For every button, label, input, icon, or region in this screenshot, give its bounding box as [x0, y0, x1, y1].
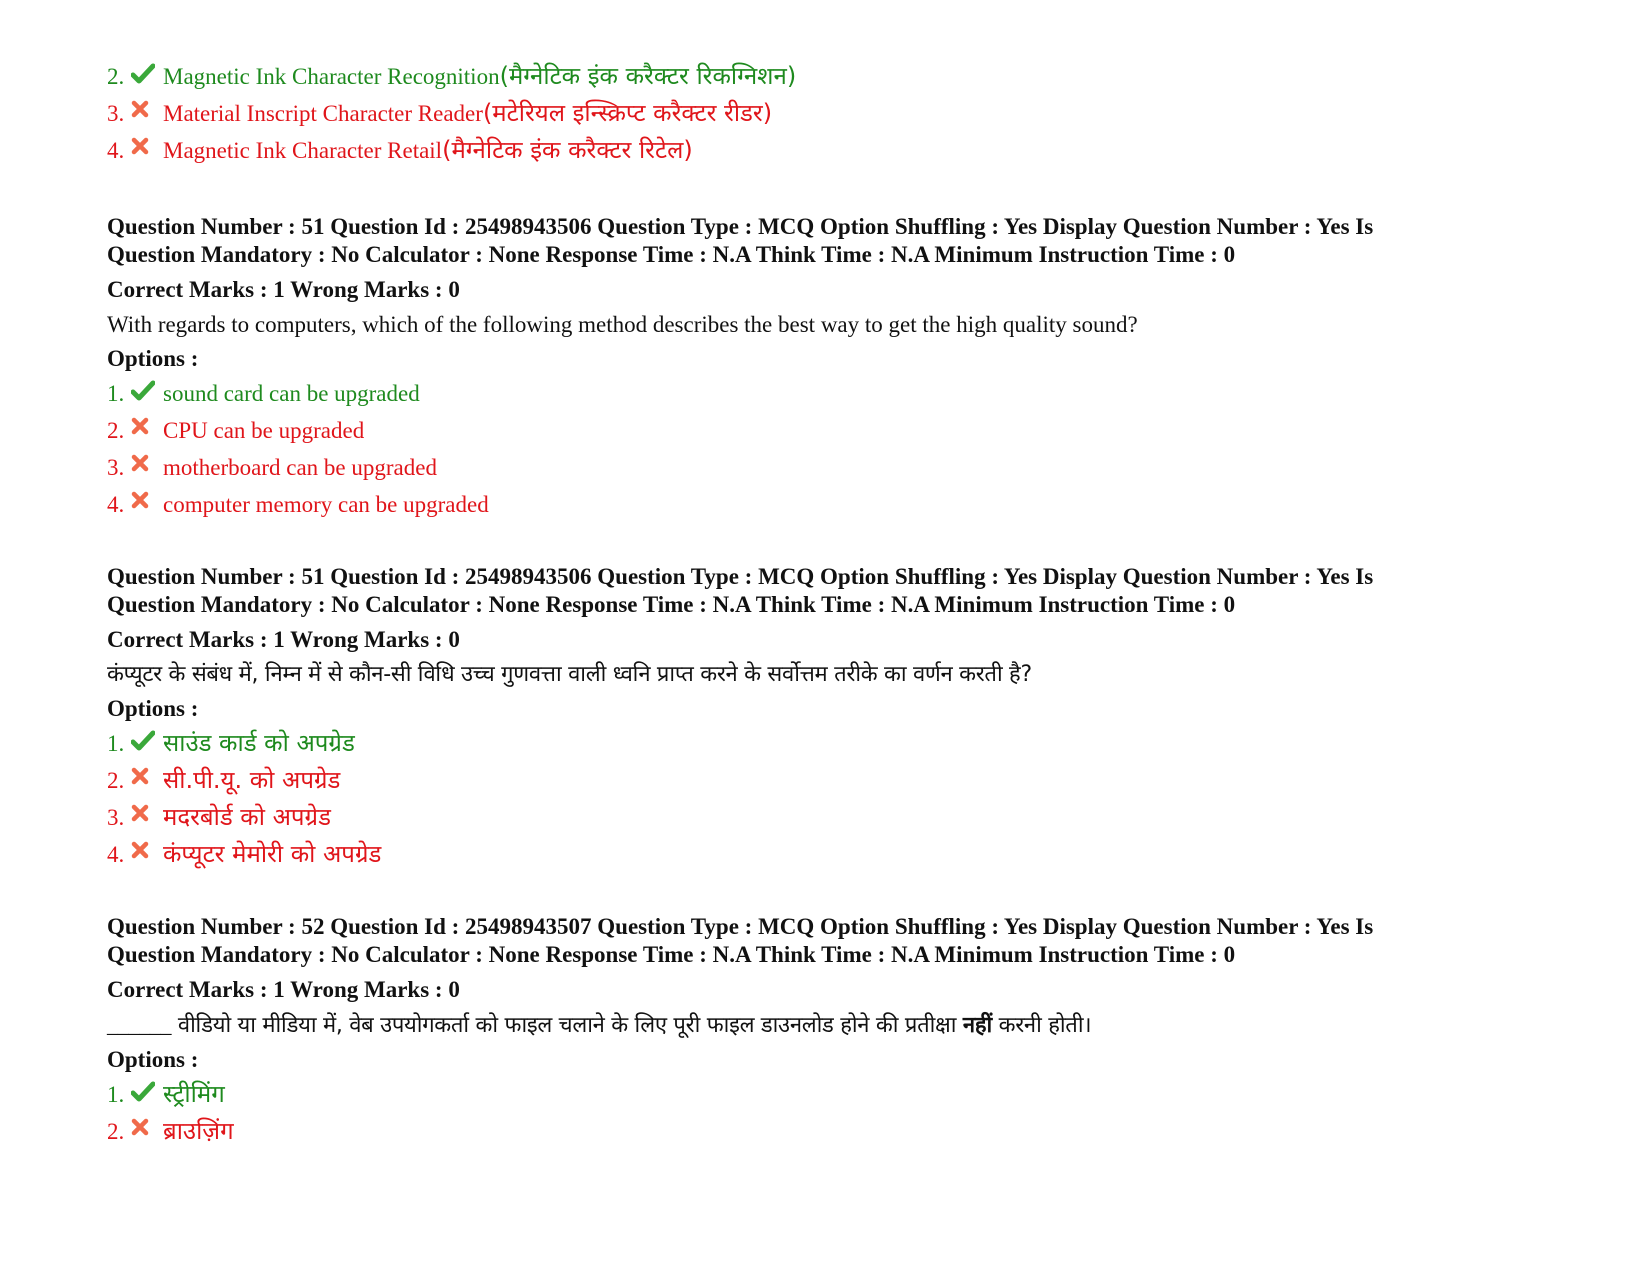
option-number: 4.	[107, 842, 125, 867]
question-text-part: करनी होती।	[991, 1013, 1092, 1038]
question-marks: Correct Marks : 1 Wrong Marks : 0	[107, 977, 460, 1002]
option-text: CPU can be upgraded	[163, 418, 365, 443]
option-row	[107, 449, 1547, 486]
option-text: sound card can be upgraded	[163, 381, 420, 406]
option-text: स्ट्रीमिंग	[163, 1080, 225, 1108]
options-label: Options :	[107, 1047, 199, 1072]
option-row	[107, 762, 1547, 799]
question-meta-line: Question Number : 51 Question Id : 25498943506 Question Type : MCQ Option Shuffling : Yes Display Question Number : Yes Is	[107, 214, 1374, 239]
option-number: 2.	[107, 418, 125, 443]
question-meta-line: Question Mandatory : No Calculator : None Response Time : N.A Think Time : N.A Minimum Instruction Time : 0	[107, 592, 1236, 617]
option-number: 3.	[107, 455, 125, 480]
cross-icon	[131, 493, 163, 517]
question-text: With regards to computers, which of the following method describes the best way to get the high quality sound?	[107, 312, 1138, 337]
question-text-part: वीडियो या मीडिया में, वेब उपयोगकर्ता को फाइल चलाने के लिए पूरी फाइल डाउनलोड होने की प्रतीक्षा	[171, 1013, 963, 1038]
question-meta-line: Question Number : 52 Question Id : 25498943507 Question Type : MCQ Option Shuffling : Yes Display Question Number : Yes Is	[107, 914, 1374, 939]
option-number: 1.	[107, 1082, 125, 1107]
question-meta	[107, 563, 1527, 619]
question-text	[107, 1007, 1547, 1044]
cross-icon	[131, 843, 163, 867]
option-text: कंप्यूटर मेमोरी को अपग्रेड	[163, 840, 382, 868]
options-label: Options :	[107, 346, 199, 371]
cross-icon	[131, 806, 163, 830]
option-text: सी.पी.यू. को अपग्रेड	[163, 766, 341, 794]
question-block	[107, 563, 1547, 873]
question-meta-line: Question Number : 51 Question Id : 25498943506 Question Type : MCQ Option Shuffling : Yes Display Question Number : Yes Is	[107, 564, 1374, 589]
question-marks: Correct Marks : 1 Wrong Marks : 0	[107, 277, 460, 302]
check-icon	[131, 732, 163, 756]
option-number: 4.	[107, 138, 125, 163]
question-meta-line: Question Mandatory : No Calculator : None Response Time : N.A Think Time : N.A Minimum Instruction Time : 0	[107, 942, 1236, 967]
option-text: मदरबोर्ड को अपग्रेड	[163, 803, 331, 831]
option-text-en: Material Inscript Character Reader	[163, 101, 483, 126]
option-row	[107, 836, 1547, 873]
option-text-hi: (मटेरियल इन्स्क्रिप्ट करैक्टर रीडर)	[482, 99, 773, 127]
question-meta	[107, 213, 1527, 269]
option-number: 1.	[107, 731, 125, 756]
option-number: 4.	[107, 492, 125, 517]
option-text-en: Magnetic Ink Character Retail	[163, 138, 443, 163]
option-row	[107, 375, 1547, 412]
option-number: 2.	[107, 768, 125, 793]
question-paper-page	[107, 58, 1547, 1150]
option-number: 2.	[107, 1119, 125, 1144]
check-icon	[131, 382, 163, 406]
cross-icon	[131, 1120, 163, 1144]
option-text-hi: (मैग्नेटिक इंक करैक्टर रिकग्निशन)	[499, 62, 797, 90]
option-text-en: Magnetic Ink Character Recognition	[163, 64, 500, 89]
option-number: 3.	[107, 101, 125, 126]
cross-icon	[131, 139, 163, 163]
option-row	[107, 412, 1547, 449]
question-meta	[107, 913, 1527, 969]
previous-question-options	[107, 58, 1547, 169]
option-row	[107, 1113, 1547, 1150]
question-marks: Correct Marks : 1 Wrong Marks : 0	[107, 627, 460, 652]
question-meta-line: Question Mandatory : No Calculator : None Response Time : N.A Think Time : N.A Minimum Instruction Time : 0	[107, 242, 1236, 267]
cross-icon	[131, 456, 163, 480]
option-row	[107, 132, 1547, 169]
fill-in-blank: ______	[107, 1012, 172, 1037]
option-row	[107, 58, 1547, 95]
option-row	[107, 799, 1547, 836]
option-row	[107, 95, 1547, 132]
option-row	[107, 486, 1547, 523]
question-text: कंप्यूटर के संबंध में, निम्न में से कौन-सी विधि उच्च गुणवत्ता वाली ध्वनि प्राप्त करने के सर्वोत्तम तरीके का वर्णन करती है?	[107, 662, 1032, 687]
cross-icon	[131, 102, 163, 126]
check-icon	[131, 1083, 163, 1107]
cross-icon	[131, 769, 163, 793]
option-row	[107, 725, 1547, 762]
option-row	[107, 1076, 1547, 1113]
question-block	[107, 913, 1547, 1150]
options-label: Options :	[107, 696, 199, 721]
option-text-hi: (मैग्नेटिक इंक करैक्टर रिटेल)	[442, 136, 693, 164]
option-text: साउंड कार्ड को अपग्रेड	[163, 729, 355, 757]
option-text: ब्राउज़िंग	[163, 1117, 234, 1145]
check-icon	[131, 65, 163, 89]
question-block	[107, 213, 1547, 523]
question-text-emphasis: नहीं	[962, 1013, 992, 1038]
option-number: 2.	[107, 64, 125, 89]
option-number: 1.	[107, 381, 125, 406]
option-number: 3.	[107, 805, 125, 830]
option-text: computer memory can be upgraded	[163, 492, 489, 517]
option-text: motherboard can be upgraded	[163, 455, 437, 480]
cross-icon	[131, 419, 163, 443]
